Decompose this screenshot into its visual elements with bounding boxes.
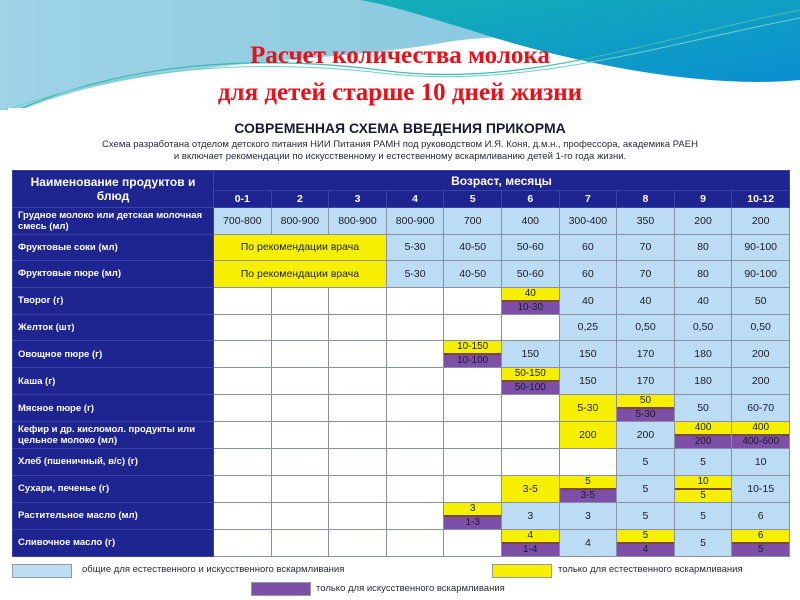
amount-cell: 60 (559, 261, 617, 288)
age-column-header: 3 (329, 191, 387, 208)
product-name: Фруктовые пюре (мл) (13, 261, 214, 288)
amount-cell: 800-900 (386, 208, 444, 235)
age-column-header: 5 (444, 191, 502, 208)
empty-cell (386, 529, 444, 556)
table-row (13, 395, 790, 422)
alternative-amount: 5 (675, 490, 732, 502)
alternative-amount: 10-30 (502, 302, 559, 314)
empty-cell (444, 529, 502, 556)
table-row (13, 529, 790, 556)
empty-cell (386, 502, 444, 529)
table-row (13, 422, 790, 449)
legend-swatch-natural (492, 564, 552, 578)
split-amount-cell (444, 502, 502, 529)
amount-cell: 3-5 (501, 475, 559, 502)
empty-cell (329, 341, 387, 368)
empty-cell (214, 314, 272, 341)
amount-cell: 50 (674, 395, 732, 422)
split-amount-cell (732, 422, 790, 449)
table-row (13, 314, 790, 341)
feeding-table (12, 170, 790, 557)
split-amount-cell (732, 529, 790, 556)
natural-amount: 5 (560, 476, 617, 490)
natural-amount: 6 (732, 530, 789, 544)
amount-cell: 170 (617, 368, 675, 395)
amount-cell: 40-50 (444, 234, 502, 261)
age-column-header: 9 (674, 191, 732, 208)
feeding-scheme (8, 108, 792, 598)
amount-cell: 5 (617, 502, 675, 529)
scheme-heading: СОВРЕМЕННАЯ СХЕМА ВВЕДЕНИЯ ПРИКОРМА (234, 120, 566, 136)
empty-cell (329, 502, 387, 529)
amount-cell: 0,50 (617, 314, 675, 341)
empty-cell (271, 529, 329, 556)
alternative-amount: 1-3 (444, 517, 501, 529)
empty-cell (501, 395, 559, 422)
empty-cell (501, 422, 559, 449)
table-row (13, 502, 790, 529)
product-name: Фруктовые соки (мл) (13, 234, 214, 261)
empty-cell (386, 395, 444, 422)
alternative-amount: 1-4 (502, 544, 559, 556)
amount-cell: По рекомендации врача (214, 261, 387, 288)
empty-cell (444, 395, 502, 422)
amount-cell: 350 (617, 208, 675, 235)
amount-cell: 5 (674, 449, 732, 476)
empty-cell (329, 314, 387, 341)
amount-cell: 10 (732, 449, 790, 476)
empty-cell (559, 449, 617, 476)
empty-cell (214, 395, 272, 422)
scheme-subtitle-2: и включает рекомендации по искусственному и естественному вскармливанию детей 1-го года жизни. (173, 151, 627, 162)
empty-cell (214, 422, 272, 449)
amount-cell: 70 (617, 261, 675, 288)
amount-cell: 5-30 (559, 395, 617, 422)
table-row (13, 449, 790, 476)
amount-cell: 0,50 (732, 314, 790, 341)
amount-cell: 50 (732, 287, 790, 314)
amount-cell: 3 (559, 502, 617, 529)
empty-cell (386, 475, 444, 502)
amount-cell: 40 (559, 287, 617, 314)
legend-swatch-artificial (251, 582, 311, 596)
amount-cell: 5-30 (386, 234, 444, 261)
empty-cell (271, 475, 329, 502)
natural-amount: 400 (675, 422, 732, 436)
legend-label-artificial: только для искусственного вскармливания (316, 583, 505, 594)
empty-cell (271, 341, 329, 368)
amount-cell: 200 (732, 341, 790, 368)
amount-cell: 150 (559, 341, 617, 368)
empty-cell (329, 449, 387, 476)
empty-cell (271, 287, 329, 314)
empty-cell (386, 314, 444, 341)
empty-cell (214, 529, 272, 556)
age-header: Возраст, месяцы (214, 171, 790, 191)
empty-cell (329, 529, 387, 556)
amount-cell: 0,25 (559, 314, 617, 341)
empty-cell (501, 449, 559, 476)
empty-cell (214, 368, 272, 395)
empty-cell (214, 341, 272, 368)
natural-amount: 50-150 (502, 368, 559, 382)
amount-cell: 40 (617, 287, 675, 314)
amount-cell: 4 (559, 529, 617, 556)
empty-cell (214, 502, 272, 529)
amount-cell: 200 (732, 368, 790, 395)
alternative-amount: 200 (675, 436, 732, 448)
natural-amount: 40 (502, 288, 559, 302)
empty-cell (444, 368, 502, 395)
amount-cell: 80 (674, 261, 732, 288)
amount-cell: 300-400 (559, 208, 617, 235)
product-name: Сухари, печенье (г) (13, 475, 214, 502)
amount-cell: 3 (501, 502, 559, 529)
natural-amount: 10 (675, 476, 732, 490)
amount-cell: 180 (674, 368, 732, 395)
products-header: Наименование продуктов и блюд (13, 171, 214, 208)
natural-amount: 400 (732, 422, 789, 436)
age-column-header: 10-12 (732, 191, 790, 208)
empty-cell (386, 287, 444, 314)
table-row (13, 341, 790, 368)
product-name: Желток (шт) (13, 314, 214, 341)
product-name: Овощное пюре (г) (13, 341, 214, 368)
alternative-amount: 3-5 (560, 490, 617, 502)
amount-cell: 40-50 (444, 261, 502, 288)
empty-cell (444, 287, 502, 314)
amount-cell: 180 (674, 341, 732, 368)
amount-cell: 200 (674, 208, 732, 235)
split-amount-cell (617, 529, 675, 556)
age-column-header: 2 (271, 191, 329, 208)
empty-cell (271, 314, 329, 341)
table-row (13, 368, 790, 395)
amount-cell: 200 (617, 422, 675, 449)
alternative-amount: 400-600 (732, 436, 789, 448)
table-row (13, 261, 790, 288)
empty-cell (214, 287, 272, 314)
product-name: Творог (г) (13, 287, 214, 314)
empty-cell (214, 475, 272, 502)
amount-cell: По рекомендации врача (214, 234, 387, 261)
empty-cell (271, 395, 329, 422)
empty-cell (386, 422, 444, 449)
product-name: Кефир и др. кисломол. продукты или цельное молоко (мл) (13, 422, 214, 449)
empty-cell (271, 449, 329, 476)
alternative-amount: 5 (732, 544, 789, 556)
age-column-header: 4 (386, 191, 444, 208)
age-column-header: 0-1 (214, 191, 272, 208)
natural-amount: 50 (617, 395, 674, 409)
table-row (13, 208, 790, 235)
amount-cell: 90-100 (732, 261, 790, 288)
alternative-amount: 4 (617, 544, 674, 556)
amount-cell: 5 (617, 449, 675, 476)
table-row (13, 287, 790, 314)
amount-cell: 50-60 (501, 234, 559, 261)
amount-cell: 90-100 (732, 234, 790, 261)
amount-cell: 10-15 (732, 475, 790, 502)
split-amount-cell (559, 475, 617, 502)
legend-label-common: общие для естественного и искусственного вскармливания (82, 564, 345, 575)
amount-cell: 0,50 (674, 314, 732, 341)
amount-cell: 50-60 (501, 261, 559, 288)
empty-cell (271, 368, 329, 395)
legend-label-natural: только для естественного вскармливания (558, 564, 743, 575)
natural-amount: 5 (617, 530, 674, 544)
legend-swatch-common (12, 564, 72, 578)
scheme-subtitle-1: Схема разработана отделом детского питания НИИ Питания РАМН под руководством И.Я. Коня, д.м.н., профессора, академика РАЕН (102, 139, 698, 150)
amount-cell: 170 (617, 341, 675, 368)
product-name: Каша (г) (13, 368, 214, 395)
split-amount-cell (501, 529, 559, 556)
amount-cell: 5 (674, 529, 732, 556)
empty-cell (329, 287, 387, 314)
split-amount-cell (444, 341, 502, 368)
empty-cell (329, 395, 387, 422)
amount-cell: 80 (674, 234, 732, 261)
empty-cell (444, 449, 502, 476)
product-name: Сливочное масло (г) (13, 529, 214, 556)
slide-title-line-1: Расчет количества молока (250, 42, 550, 69)
amount-cell: 700 (444, 208, 502, 235)
slide-title-line-2: для детей старше 10 дней жизни (217, 79, 583, 106)
amount-cell: 5 (617, 475, 675, 502)
empty-cell (444, 422, 502, 449)
amount-cell: 400 (501, 208, 559, 235)
product-name: Мясное пюре (г) (13, 395, 214, 422)
empty-cell (386, 449, 444, 476)
split-amount-cell (674, 422, 732, 449)
empty-cell (271, 422, 329, 449)
natural-amount: 4 (502, 530, 559, 544)
empty-cell (329, 475, 387, 502)
empty-cell (444, 314, 502, 341)
product-name: Грудное молоко или детская молочная смесь (мл) (13, 208, 214, 235)
amount-cell: 150 (501, 341, 559, 368)
amount-cell: 40 (674, 287, 732, 314)
product-name: Хлеб (пшеничный, в/с) (г) (13, 449, 214, 476)
split-amount-cell (501, 287, 559, 314)
amount-cell: 5 (674, 502, 732, 529)
alternative-amount: 10-100 (444, 355, 501, 367)
age-column-header: 7 (559, 191, 617, 208)
amount-cell: 60 (559, 234, 617, 261)
empty-cell (329, 368, 387, 395)
table-row (13, 234, 790, 261)
amount-cell: 700-800 (214, 208, 272, 235)
amount-cell: 800-900 (329, 208, 387, 235)
table-row (13, 475, 790, 502)
amount-cell: 60-70 (732, 395, 790, 422)
amount-cell: 5-30 (386, 261, 444, 288)
amount-cell: 6 (732, 502, 790, 529)
empty-cell (501, 314, 559, 341)
split-amount-cell (617, 395, 675, 422)
alternative-amount: 50-100 (502, 382, 559, 394)
age-column-header: 6 (501, 191, 559, 208)
product-name: Растительное масло (мл) (13, 502, 214, 529)
natural-amount: 10-150 (444, 341, 501, 355)
natural-amount: 3 (444, 503, 501, 517)
amount-cell: 200 (732, 208, 790, 235)
empty-cell (329, 422, 387, 449)
split-amount-cell (674, 475, 732, 502)
amount-cell: 800-900 (271, 208, 329, 235)
alternative-amount: 5-30 (617, 409, 674, 421)
amount-cell: 200 (559, 422, 617, 449)
empty-cell (214, 449, 272, 476)
empty-cell (271, 502, 329, 529)
empty-cell (386, 341, 444, 368)
amount-cell: 70 (617, 234, 675, 261)
split-amount-cell (501, 368, 559, 395)
age-column-header: 8 (617, 191, 675, 208)
empty-cell (444, 475, 502, 502)
empty-cell (386, 368, 444, 395)
amount-cell: 150 (559, 368, 617, 395)
